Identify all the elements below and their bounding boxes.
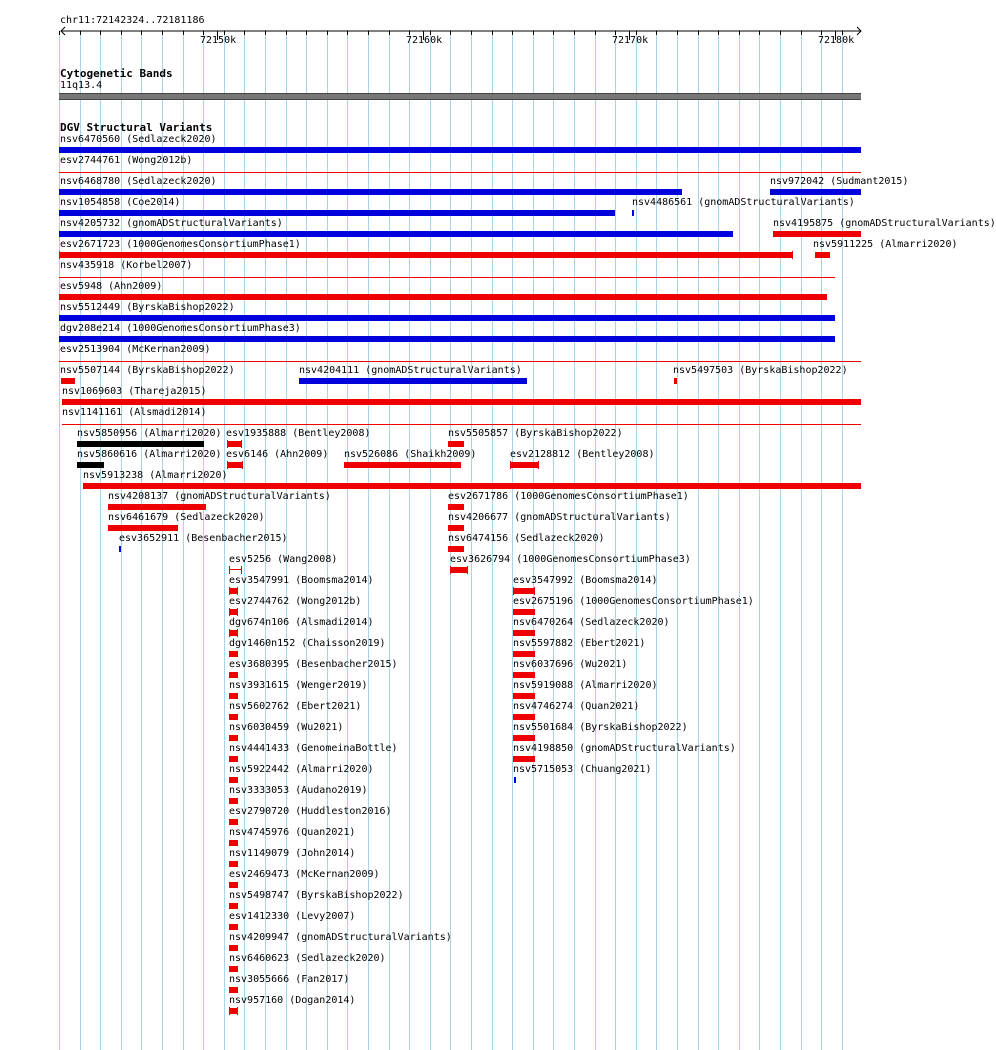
feature-bar-dgv1460n152[interactable]: [229, 651, 238, 657]
feature-label-esv2671723[interactable]: esv2671723 (1000GenomesConsortiumPhase1): [60, 239, 301, 250]
feature-label-esv3626794[interactable]: esv3626794 (1000GenomesConsortiumPhase3): [450, 554, 691, 565]
feature-bar-esv2675196[interactable]: [513, 609, 535, 615]
feature-label-nsv4745976[interactable]: nsv4745976 (Quan2021): [229, 827, 356, 838]
feature-label-nsv526086[interactable]: nsv526086 (Shaikh2009): [344, 449, 477, 460]
feature-bar-esv5948[interactable]: [59, 294, 827, 300]
feature-cap-esv3626794-start: [450, 566, 451, 574]
feature-bar-nsv4441433[interactable]: [229, 756, 238, 762]
feature-label-dgv674n106[interactable]: dgv674n106 (Alsmadi2014): [229, 617, 374, 628]
feature-label-nsv4205732[interactable]: nsv4205732 (gnomADStructuralVariants): [60, 218, 283, 229]
feature-bar-nsv5860616[interactable]: [77, 462, 104, 468]
feature-bar-nsv6461679[interactable]: [108, 525, 178, 531]
feature-bar-esv2513904[interactable]: [59, 361, 861, 362]
feature-label-nsv5501684[interactable]: nsv5501684 (ByrskaBishop2022): [513, 722, 688, 733]
feature-label-nsv4746274[interactable]: nsv4746274 (Quan2021): [513, 701, 640, 712]
feature-bar-nsv1054858[interactable]: [59, 210, 615, 216]
feature-label-nsv4441433[interactable]: nsv4441433 (GenomeinaBottle): [229, 743, 398, 754]
feature-bar-nsv3333053[interactable]: [229, 798, 238, 804]
feature-label-nsv5850956[interactable]: nsv5850956 (Almarri2020): [77, 428, 222, 439]
feature-label-nsv6030459[interactable]: nsv6030459 (Wu2021): [229, 722, 344, 733]
feature-cap-nsv957160-end: [237, 1007, 238, 1015]
feature-label-nsv4208137[interactable]: nsv4208137 (gnomADStructuralVariants): [108, 491, 331, 502]
dgv-track-title: DGV Structural Variants: [60, 121, 213, 134]
feature-label-esv3680395[interactable]: esv3680395 (Besenbacher2015): [229, 659, 398, 670]
feature-bar-dgv208e214[interactable]: [59, 336, 835, 342]
feature-cap-esv1935888-start: [227, 440, 228, 448]
feature-label-esv2469473[interactable]: esv2469473 (McKernan2009): [229, 869, 380, 880]
feature-label-nsv957160[interactable]: nsv957160 (Dogan2014): [229, 995, 356, 1006]
feature-label-nsv6474156[interactable]: nsv6474156 (Sedlazeck2020): [448, 533, 605, 544]
feature-bar-esv3547992[interactable]: [513, 588, 535, 594]
feature-bar-nsv5602762[interactable]: [229, 714, 238, 720]
feature-bar-nsv5919088[interactable]: [513, 693, 535, 699]
feature-bar-esv2128812[interactable]: [510, 462, 539, 468]
feature-label-nsv5715053[interactable]: nsv5715053 (Chuang2021): [513, 764, 652, 775]
feature-bar-nsv5911225[interactable]: [815, 252, 830, 258]
feature-bar-esv1935888[interactable]: [227, 441, 242, 447]
feature-bar-nsv4209947[interactable]: [229, 945, 238, 951]
feature-cap-esv3547991-start: [229, 587, 230, 595]
feature-label-nsv5911225[interactable]: nsv5911225 (Almarri2020): [813, 239, 958, 250]
feature-bar-esv2469473[interactable]: [229, 882, 238, 888]
feature-label-nsv5497503[interactable]: nsv5497503 (ByrskaBishop2022): [673, 365, 848, 376]
feature-label-esv2790720[interactable]: esv2790720 (Huddleston2016): [229, 806, 392, 817]
feature-cap-esv2128812-end: [538, 461, 539, 469]
feature-bar-nsv3055666[interactable]: [229, 987, 238, 993]
feature-bar-esv2671723[interactable]: [59, 252, 793, 258]
feature-cap-esv3547991-end: [237, 587, 238, 595]
feature-label-nsv4209947[interactable]: nsv4209947 (gnomADStructuralVariants): [229, 932, 452, 943]
feature-bar-esv3680395[interactable]: [229, 672, 238, 678]
feature-bar-nsv4486561[interactable]: [632, 210, 634, 216]
tick-label-72170k: 72170k: [612, 35, 649, 46]
feature-bar-nsv5505857[interactable]: [448, 441, 464, 447]
feature-label-esv2675196[interactable]: esv2675196 (1000GenomesConsortiumPhase1): [513, 596, 754, 607]
feature-bar-nsv6460623[interactable]: [229, 966, 238, 972]
feature-bar-nsv972042[interactable]: [770, 189, 861, 195]
tick-label-72160k: 72160k: [406, 35, 443, 46]
cytoband-bar[interactable]: [59, 93, 861, 100]
feature-cap-esv2671723-start: [59, 251, 60, 259]
feature-bar-esv3652911[interactable]: [119, 546, 121, 552]
feature-bar-nsv6470560[interactable]: [59, 147, 861, 153]
feature-label-nsv6468780[interactable]: nsv6468780 (Sedlazeck2020): [60, 176, 217, 187]
feature-cap-esv6146-start: [227, 461, 228, 469]
feature-label-esv2744761[interactable]: esv2744761 (Wong2012b): [60, 155, 193, 166]
feature-label-nsv5860616[interactable]: nsv5860616 (Almarri2020): [77, 449, 222, 460]
feature-cap-esv2671723-end: [792, 251, 793, 259]
feature-label-nsv6037696[interactable]: nsv6037696 (Wu2021): [513, 659, 628, 670]
feature-bar-nsv4195875[interactable]: [773, 231, 861, 237]
feature-bar-nsv4204111[interactable]: [299, 378, 527, 384]
feature-cap-nsv957160-start: [229, 1007, 230, 1015]
feature-label-nsv5498747[interactable]: nsv5498747 (ByrskaBishop2022): [229, 890, 404, 901]
feature-label-nsv1141161[interactable]: nsv1141161 (Alsmadi2014): [62, 407, 207, 418]
feature-label-nsv4486561[interactable]: nsv4486561 (gnomADStructuralVariants): [632, 197, 855, 208]
feature-cap-esv5256-start: [229, 566, 230, 574]
feature-bar-esv2744761[interactable]: [59, 172, 861, 173]
feature-cap-dgv674n106-end: [237, 629, 238, 637]
region-label: chr11:72142324..72181186: [60, 15, 205, 26]
feature-label-esv1412330[interactable]: esv1412330 (Levy2007): [229, 911, 356, 922]
feature-label-nsv5505857[interactable]: nsv5505857 (ByrskaBishop2022): [448, 428, 623, 439]
feature-label-nsv3931615[interactable]: nsv3931615 (Wenger2019): [229, 680, 368, 691]
feature-bar-nsv1141161[interactable]: [62, 424, 861, 425]
feature-bar-nsv1149079[interactable]: [229, 861, 238, 867]
feature-bar-esv6146[interactable]: [227, 462, 243, 468]
feature-bar-esv2671786[interactable]: [448, 504, 464, 510]
feature-label-nsv4206677[interactable]: nsv4206677 (gnomADStructuralVariants): [448, 512, 671, 523]
feature-cap-esv2744762-start: [229, 608, 230, 616]
feature-label-dgv208e214[interactable]: dgv208e214 (1000GenomesConsortiumPhase3): [60, 323, 301, 334]
feature-bar-nsv5597882[interactable]: [513, 651, 535, 657]
feature-label-dgv1460n152[interactable]: dgv1460n152 (Chaisson2019): [229, 638, 386, 649]
feature-bar-nsv5715053[interactable]: [514, 777, 516, 783]
feature-label-esv3652911[interactable]: esv3652911 (Besenbacher2015): [119, 533, 288, 544]
feature-bar-nsv526086[interactable]: [344, 462, 461, 468]
feature-label-nsv6470264[interactable]: nsv6470264 (Sedlazeck2020): [513, 617, 670, 628]
feature-label-esv2513904[interactable]: esv2513904 (McKernan2009): [60, 344, 211, 355]
feature-label-nsv6470560[interactable]: nsv6470560 (Sedlazeck2020): [60, 134, 217, 145]
feature-label-nsv1054858[interactable]: nsv1054858 (Coe2014): [60, 197, 181, 208]
feature-bar-nsv4745976[interactable]: [229, 840, 238, 846]
feature-cap-esv2128812-start: [510, 461, 511, 469]
feature-label-nsv1149079[interactable]: nsv1149079 (John2014): [229, 848, 356, 859]
feature-bar-nsv5507144[interactable]: [61, 378, 75, 384]
tick-label-72150k: 72150k: [200, 35, 237, 46]
feature-bar-nsv435918[interactable]: [59, 277, 835, 278]
ruler-axis[interactable]: [0, 26, 890, 46]
feature-bar-nsv4746274[interactable]: [513, 714, 535, 720]
feature-cap-esv1935888-end: [241, 440, 242, 448]
feature-cap-esv2744762-end: [237, 608, 238, 616]
feature-label-nsv6461679[interactable]: nsv6461679 (Sedlazeck2020): [108, 512, 265, 523]
feature-label-nsv972042[interactable]: nsv972042 (Sudmant2015): [770, 176, 909, 187]
feature-bar-nsv5922442[interactable]: [229, 777, 238, 783]
feature-bar-esv1412330[interactable]: [229, 924, 238, 930]
feature-label-esv6146[interactable]: esv6146 (Ahn2009): [226, 449, 329, 460]
feature-bar-nsv4205732[interactable]: [59, 231, 733, 237]
feature-cap-esv3547992-start: [513, 587, 514, 595]
feature-bar-nsv5512449[interactable]: [59, 315, 835, 321]
feature-bar-nsv6037696[interactable]: [513, 672, 535, 678]
feature-label-nsv5597882[interactable]: nsv5597882 (Ebert2021): [513, 638, 646, 649]
feature-cap-esv5256-end: [241, 566, 242, 574]
tick-label-72180k: 72180k: [818, 35, 855, 46]
feature-bar-nsv6470264[interactable]: [513, 630, 535, 636]
feature-bar-nsv6030459[interactable]: [229, 735, 238, 741]
feature-label-esv5256[interactable]: esv5256 (Wang2008): [229, 554, 338, 565]
feature-label-esv3547991[interactable]: esv3547991 (Boomsma2014): [229, 575, 374, 586]
feature-cap-esv3547992-end: [534, 587, 535, 595]
feature-label-nsv5512449[interactable]: nsv5512449 (ByrskaBishop2022): [60, 302, 235, 313]
feature-cap-dgv674n106-start: [229, 629, 230, 637]
feature-cap-esv3626794-end: [467, 566, 468, 574]
feature-label-nsv4198850[interactable]: nsv4198850 (gnomADStructuralVariants): [513, 743, 736, 754]
feature-cap-esv6146-end: [242, 461, 243, 469]
cytobands-track-title: Cytogenetic Bands: [60, 67, 173, 80]
feature-label-esv2671786[interactable]: esv2671786 (1000GenomesConsortiumPhase1): [448, 491, 689, 502]
feature-bar-nsv5850956[interactable]: [77, 441, 204, 447]
feature-bar-nsv6468780[interactable]: [59, 189, 682, 195]
feature-bar-nsv1069603[interactable]: [62, 399, 861, 405]
feature-label-esv2744762[interactable]: esv2744762 (Wong2012b): [229, 596, 362, 607]
feature-label-nsv3055666[interactable]: nsv3055666 (Fan2017): [229, 974, 350, 985]
feature-label-esv2128812[interactable]: esv2128812 (Bentley2008): [510, 449, 655, 460]
feature-bar-nsv5498747[interactable]: [229, 903, 238, 909]
feature-label-nsv435918[interactable]: nsv435918 (Korbel2007): [60, 260, 193, 271]
cytoband-label: 11q13.4: [60, 80, 103, 91]
feature-bar-nsv6474156[interactable]: [448, 546, 464, 552]
feature-bar-nsv4198850[interactable]: [513, 756, 535, 762]
feature-bar-nsv5501684[interactable]: [513, 735, 535, 741]
feature-label-nsv5602762[interactable]: nsv5602762 (Ebert2021): [229, 701, 362, 712]
feature-label-esv3547992[interactable]: esv3547992 (Boomsma2014): [513, 575, 658, 586]
feature-label-nsv5919088[interactable]: nsv5919088 (Almarri2020): [513, 680, 658, 691]
feature-bar-nsv5913238[interactable]: [83, 483, 861, 489]
feature-bar-esv2790720[interactable]: [229, 819, 238, 825]
feature-bar-esv3626794[interactable]: [450, 567, 468, 573]
feature-bar-nsv4208137[interactable]: [108, 504, 206, 510]
feature-label-esv5948[interactable]: esv5948 (Ahn2009): [60, 281, 163, 292]
feature-label-nsv5913238[interactable]: nsv5913238 (Almarri2020): [83, 470, 228, 481]
feature-label-nsv5922442[interactable]: nsv5922442 (Almarri2020): [229, 764, 374, 775]
feature-label-nsv6460623[interactable]: nsv6460623 (Sedlazeck2020): [229, 953, 386, 964]
feature-label-nsv1069603[interactable]: nsv1069603 (Thareja2015): [62, 386, 207, 397]
feature-bar-nsv3931615[interactable]: [229, 693, 238, 699]
feature-label-esv1935888[interactable]: esv1935888 (Bentley2008): [226, 428, 371, 439]
feature-label-nsv3333053[interactable]: nsv3333053 (Audano2019): [229, 785, 368, 796]
feature-bar-nsv5497503[interactable]: [674, 378, 677, 384]
feature-label-nsv4195875[interactable]: nsv4195875 (gnomADStructuralVariants): [773, 218, 996, 229]
feature-label-nsv4204111[interactable]: nsv4204111 (gnomADStructuralVariants): [299, 365, 522, 376]
feature-label-nsv5507144[interactable]: nsv5507144 (ByrskaBishop2022): [60, 365, 235, 376]
feature-bar-nsv4206677[interactable]: [448, 525, 464, 531]
